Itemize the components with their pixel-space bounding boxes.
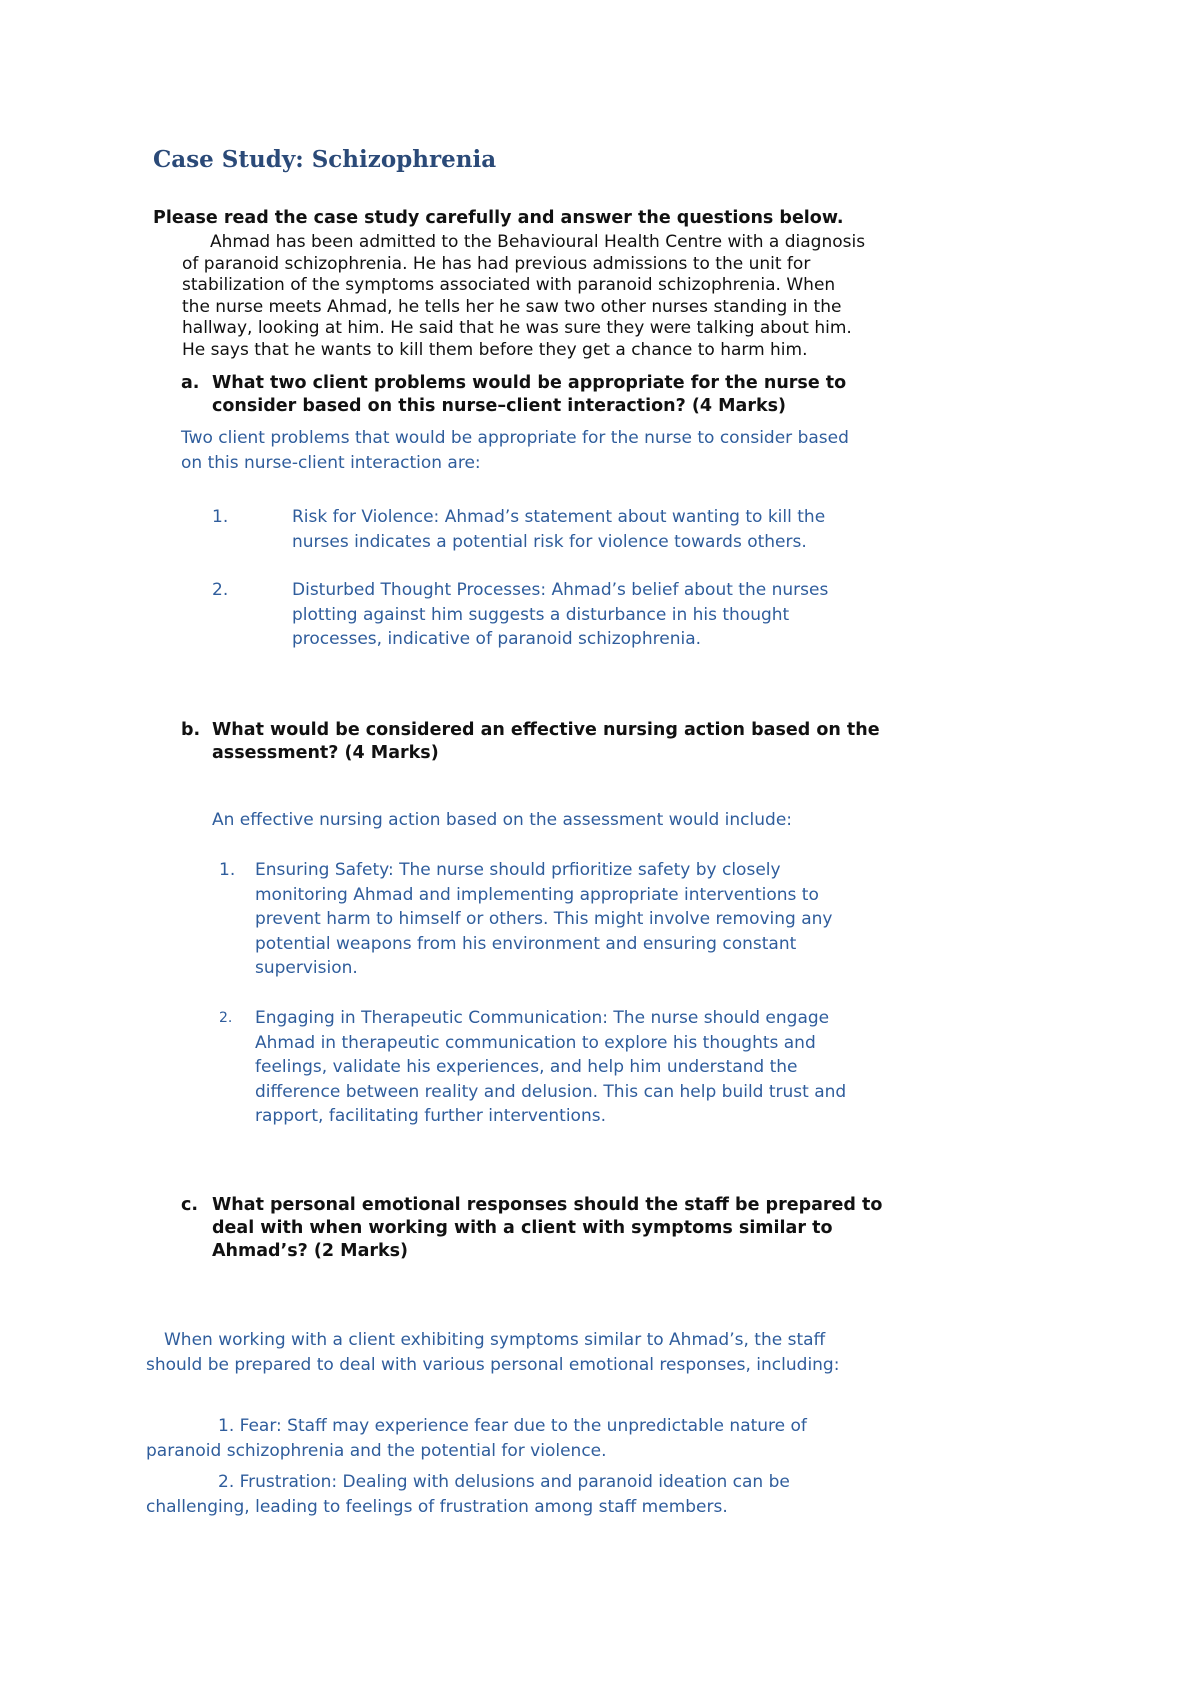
list-item-line: potential weapons from his environment and ensuring constant [255,933,797,954]
answer-b-item-2 [219,1006,919,1131]
list-item-line: Ensuring Safety: The nurse should prfioritize safety by closely [255,860,781,880]
question-line: What personal emotional responses should the staff be prepared to [212,1195,883,1215]
question-line: deal with when working with a client with symptoms similar to [212,1218,833,1238]
case-description [182,232,922,361]
case-line: of paranoid schizophrenia. He has had previous admissions to the unit for [182,253,811,274]
question-c [181,1194,883,1263]
question-line: What two client problems would be appropriate for the nurse to [212,373,847,393]
answer-line: When working with a client exhibiting symptoms similar to Ahmad’s, the staff [164,1330,826,1350]
question-a [181,372,847,418]
list-item-line: supervision. [255,958,358,978]
question-line: consider based on this nurse–client interaction? (4 Marks) [212,396,787,416]
question-line: Ahmad’s? (2 Marks) [212,1241,409,1261]
answer-b-intro: An effective nursing action based on the assessment would include: [212,810,793,830]
list-number: 2. [212,580,229,600]
list-item-line: plotting against him suggests a disturbance in his thought [292,604,790,625]
list-item-line: 2. Frustration: Dealing with delusions and paranoid ideation can be [218,1472,790,1492]
list-number: 1. [212,507,229,527]
list-item-line: Ahmad in therapeutic communication to explore his thoughts and [255,1032,816,1053]
list-item-line: nurses indicates a potential risk for violence towards others. [292,531,807,552]
answer-line: Two client problems that would be appropriate for the nurse to consider based [181,428,849,448]
list-item-line: challenging, leading to feelings of frustration among staff members. [146,1496,728,1517]
list-item-line: Disturbed Thought Processes: Ahmad’s belief about the nurses [292,580,829,600]
case-line: Ahmad has been admitted to the Behavioural Health Centre with a diagnosis [210,232,866,252]
list-item-line: monitoring Ahmad and implementing appropriate interventions to [255,884,819,905]
list-item-line: processes, indicative of paranoid schizophrenia. [292,629,702,649]
case-line: the nurse meets Ahmad, he tells her he saw two other nurses standing in the [182,296,842,317]
answer-b-item-1 [219,858,919,983]
question-b [181,719,880,765]
case-line: He says that he wants to kill them before they get a chance to harm him. [182,339,808,360]
page-title: Case Study: Schizophrenia [153,146,497,173]
list-item-line: Engaging in Therapeutic Communication: The nurse should engage [255,1008,830,1028]
question-letter: b. [181,720,201,740]
answer-c-intro [146,1328,839,1377]
question-line: assessment? (4 Marks) [212,743,439,763]
instructions: Please read the case study carefully and answer the questions below. [153,208,844,228]
list-item-line: 1. Fear: Staff may experience fear due to the unpredictable nature of [218,1416,807,1436]
answer-c-item-1 [146,1414,807,1463]
list-item-line: rapport, facilitating further interventions. [255,1106,606,1126]
list-item-line: difference between reality and delusion. This can help build trust and [255,1081,847,1102]
answer-a-item-1 [212,505,912,565]
list-item-line: prevent harm to himself or others. This might involve removing any [255,909,833,929]
list-item-line: paranoid schizophrenia and the potential for violence. [146,1440,607,1461]
answer-line: on this nurse-client interaction are: [181,452,481,473]
question-line: What would be considered an effective nursing action based on the [212,720,880,740]
list-number: 2. [219,1010,233,1026]
answer-a-item-2 [212,578,912,658]
case-line: hallway, looking at him. He said that he was sure they were talking about him. [182,318,852,338]
answer-a-intro [181,426,849,475]
answer-c-item-2 [146,1470,790,1519]
question-letter: a. [181,373,200,393]
list-number: 1. [219,860,236,880]
case-line: stabilization of the symptoms associated with paranoid schizophrenia. When [182,275,836,295]
list-item-line: Risk for Violence: Ahmad’s statement about wanting to kill the [292,507,826,527]
question-letter: c. [181,1195,199,1215]
list-item-line: feelings, validate his experiences, and help him understand the [255,1057,798,1077]
answer-line: should be prepared to deal with various personal emotional responses, including: [146,1354,840,1375]
